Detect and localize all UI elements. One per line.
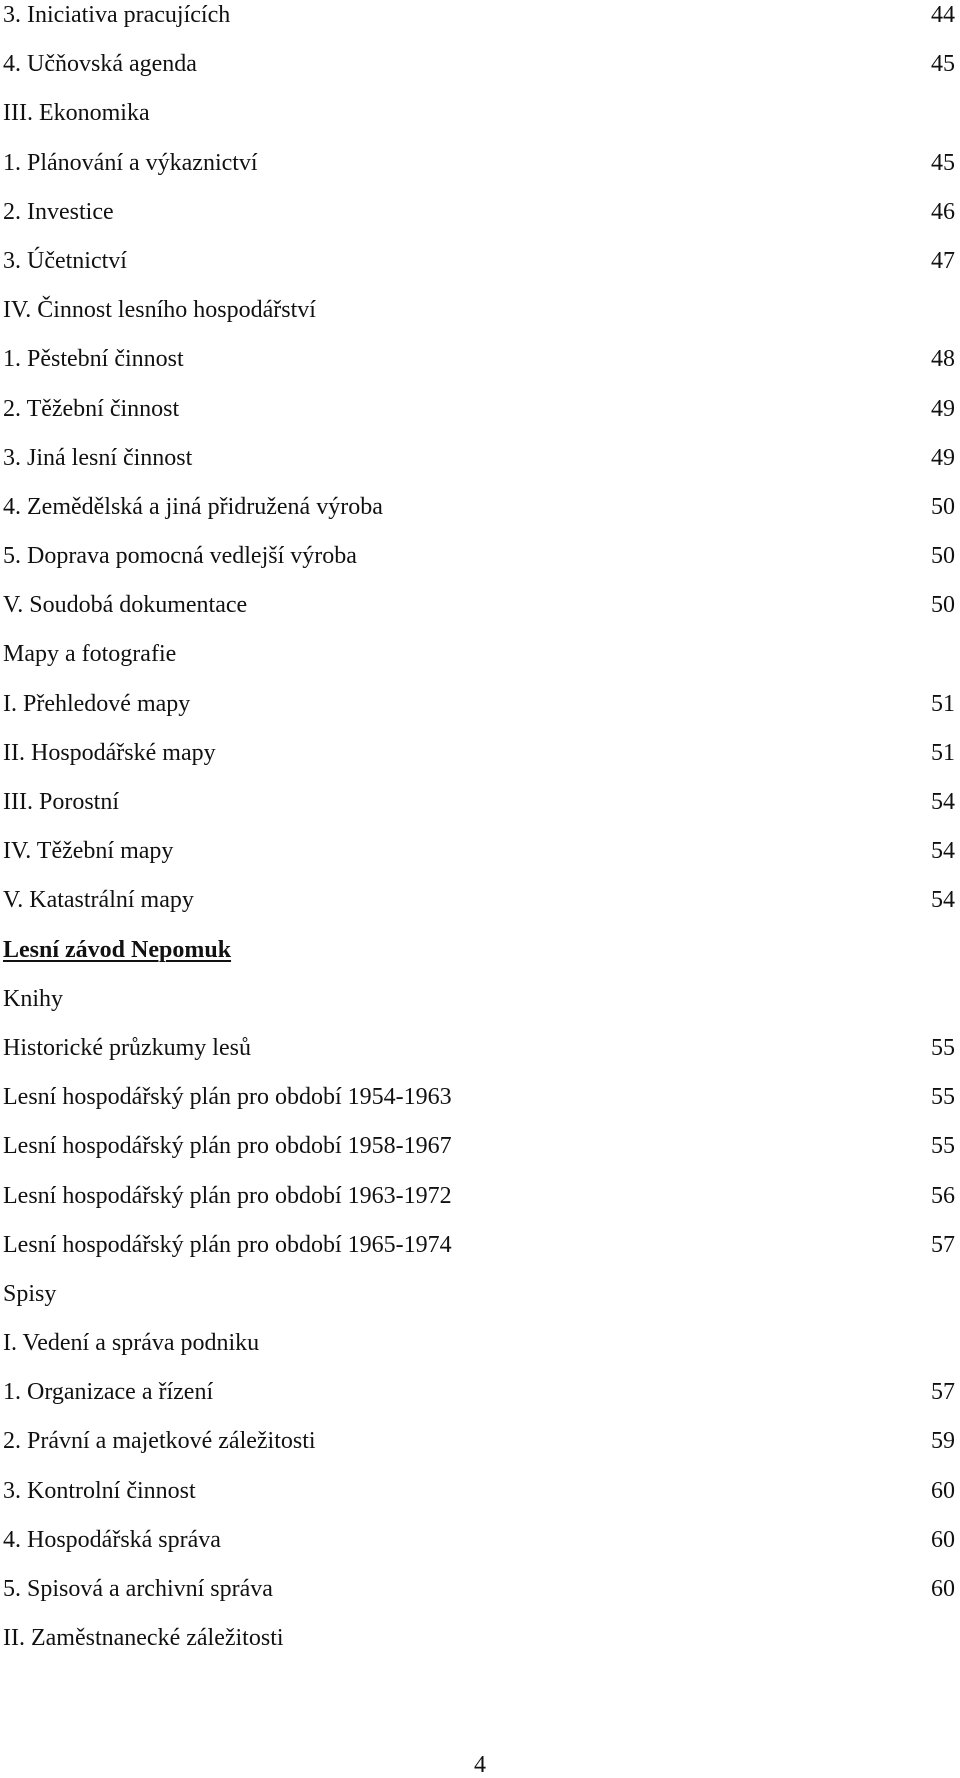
- toc-entry: [3, 984, 955, 1033]
- toc-entry-page: 50: [931, 493, 955, 520]
- toc-entry-title: 3. Jiná lesní činnost: [3, 444, 193, 471]
- toc-entry: [3, 1525, 955, 1574]
- toc-entry-page: 54: [931, 838, 955, 865]
- toc-entry-title: IV. Těžební mapy: [3, 838, 174, 865]
- toc-entry-title: III. Ekonomika: [3, 100, 150, 127]
- toc-entry: [3, 1279, 955, 1328]
- toc-entry: [3, 1230, 955, 1279]
- toc-entry-title: 1. Plánování a výkaznictví: [3, 149, 258, 176]
- toc-entry-page: 56: [931, 1182, 955, 1209]
- toc-entry-title: I. Přehledové mapy: [3, 690, 191, 717]
- toc-entry: [3, 1476, 955, 1525]
- toc-entry-page: 49: [931, 444, 955, 471]
- toc-entry-title: 1. Organizace a řízení: [3, 1379, 214, 1406]
- toc-entry-title: 5. Spisová a archivní správa: [3, 1576, 273, 1602]
- toc-entry: [3, 1033, 955, 1082]
- toc-entry-title: 4. Zemědělská a jiná přidružená výroba: [3, 493, 383, 520]
- toc-entry-page: 57: [931, 1231, 955, 1258]
- toc-entry: [3, 639, 955, 688]
- toc-entry-page: 55: [931, 1084, 955, 1111]
- table-of-contents: [3, 0, 955, 1672]
- toc-entry: [3, 492, 955, 541]
- toc-entry-page: 48: [931, 346, 955, 373]
- toc-entry-title: 1. Pěstební činnost: [3, 346, 184, 373]
- toc-entry: [3, 541, 955, 590]
- toc-entry-page: 45: [931, 51, 955, 78]
- toc-entry-title: Historické průzkumy lesů: [3, 1034, 251, 1061]
- toc-section-heading: [3, 935, 955, 984]
- toc-entry: [3, 836, 955, 885]
- toc-entry-title: 5. Doprava pomocná vedlejší výroba: [3, 543, 357, 570]
- toc-entry-title: Lesní hospodářský plán pro období 1965-1974: [3, 1231, 452, 1258]
- toc-entry: [3, 1082, 955, 1131]
- toc-entry: [3, 689, 955, 738]
- toc-entry-title: 4. Hospodářská správa: [3, 1526, 221, 1553]
- toc-entry-title: 3. Účetnictví: [3, 247, 127, 274]
- toc-entry-title: Mapy a fotografie: [3, 641, 177, 668]
- toc-entry-title: 2. Investice: [3, 198, 114, 225]
- toc-entry-page: 60: [931, 1477, 955, 1504]
- toc-entry-title: Lesní hospodářský plán pro období 1954-1963: [3, 1084, 452, 1111]
- toc-entry-page: 49: [931, 395, 955, 422]
- toc-entry: [3, 885, 955, 934]
- toc-entry-title: 2. Těžební činnost: [3, 395, 180, 422]
- toc-entry-title: Lesní hospodářský plán pro období 1958-1967: [3, 1133, 452, 1160]
- toc-entry-page: 55: [931, 1034, 955, 1061]
- toc-entry: [3, 590, 955, 639]
- toc-entry: [3, 1623, 955, 1672]
- toc-entry: [3, 787, 955, 836]
- toc-entry: [3, 148, 955, 197]
- toc-entry-page: 50: [931, 543, 955, 570]
- page-number: 4: [474, 1752, 486, 1778]
- toc-entry-title: V. Katastrální mapy: [3, 887, 194, 914]
- toc-entry: [3, 1131, 955, 1180]
- toc-entry: [3, 49, 955, 98]
- toc-entry-page: 51: [931, 739, 955, 766]
- toc-entry: [3, 1181, 955, 1230]
- toc-entry-page: 47: [931, 247, 955, 274]
- toc-entry-title: 3. Iniciativa pracujících: [3, 2, 231, 28]
- toc-entry-title: IV. Činnost lesního hospodářství: [3, 297, 316, 324]
- toc-entry-title: 2. Právní a majetkové záležitosti: [3, 1428, 316, 1455]
- toc-entry: [3, 246, 955, 295]
- toc-entry-page: 44: [931, 2, 955, 28]
- toc-entry: [3, 394, 955, 443]
- toc-entry-title: II. Zaměstnanecké záležitosti: [3, 1625, 284, 1652]
- toc-entry-title: Knihy: [3, 985, 63, 1012]
- toc-entry-title: 3. Kontrolní činnost: [3, 1477, 196, 1504]
- toc-entry-title: Spisy: [3, 1280, 57, 1307]
- toc-entry-page: 45: [931, 149, 955, 176]
- toc-entry-page: 51: [931, 690, 955, 717]
- toc-entry: [3, 344, 955, 393]
- toc-entry: [3, 1328, 955, 1377]
- toc-entry-title: Lesní závod Nepomuk: [3, 936, 232, 963]
- toc-entry: [3, 295, 955, 344]
- toc-entry-page: 60: [931, 1576, 955, 1602]
- toc-entry-title: I. Vedení a správa podniku: [3, 1330, 260, 1357]
- toc-entry: [3, 738, 955, 787]
- toc-entry: [3, 1574, 955, 1623]
- toc-entry-page: 59: [931, 1428, 955, 1455]
- toc-entry-page: 54: [931, 789, 955, 815]
- toc-entry: [3, 98, 955, 147]
- toc-entry: [3, 1426, 955, 1475]
- toc-entry: [3, 1377, 955, 1426]
- toc-entry-page: 54: [931, 887, 955, 914]
- toc-entry-title: 4. Učňovská agenda: [3, 51, 197, 78]
- toc-entry: [3, 0, 955, 49]
- toc-entry-page: 57: [931, 1379, 955, 1406]
- toc-entry-page: 50: [931, 592, 955, 619]
- toc-entry-title: II. Hospodářské mapy: [3, 739, 216, 766]
- toc-entry-page: 46: [931, 198, 955, 225]
- toc-entry: [3, 197, 955, 246]
- toc-entry-page: 60: [931, 1526, 955, 1553]
- toc-entry-title: Lesní hospodářský plán pro období 1963-1972: [3, 1182, 452, 1209]
- toc-entry-page: 55: [931, 1133, 955, 1160]
- toc-entry: [3, 443, 955, 492]
- toc-entry-title: III. Porostní: [3, 789, 119, 815]
- toc-entry-title: V. Soudobá dokumentace: [3, 592, 248, 619]
